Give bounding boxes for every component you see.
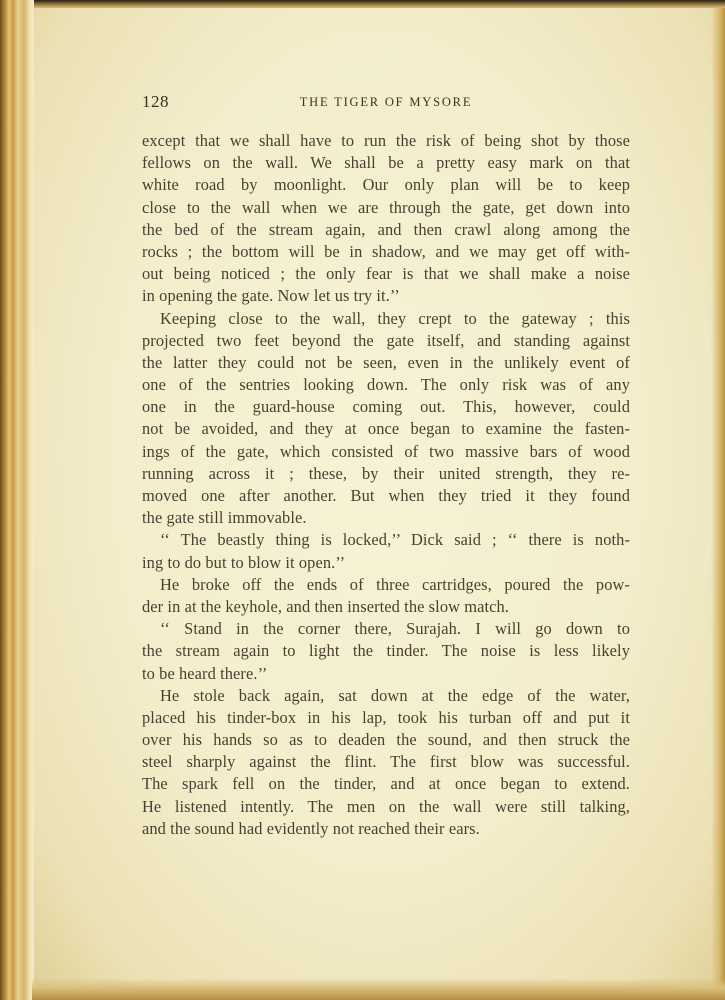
text-line: not be avoided, and they at once began to examine the fasten- [142, 419, 630, 439]
text-line: close to the wall when we are through the gate, get down into [142, 197, 630, 217]
text-line: moved one after another. But when they tried it they found [142, 486, 630, 505]
running-head [142, 92, 630, 116]
text-line: over his hands so as to deaden the sound, and then struck the [142, 730, 630, 750]
running-head-title: THE TIGER OF MYSORE [299, 95, 473, 109]
text-line: He listened intently. The men on the wall were still talking, [142, 796, 630, 816]
text-line: Keeping close to the wall, they crept to the gateway ; this [160, 308, 630, 328]
text-line: fellows on the wall. We shall be a pretty easy mark on that [142, 153, 630, 173]
text-line: He stole back again, sat down at the edge of the water, [160, 685, 630, 705]
text-line: ing to do but to blow it open.’’ [142, 552, 346, 572]
text-line: He broke off the ends of three cartridges, poured the pow- [160, 574, 630, 594]
right-page-edge [711, 8, 725, 1000]
text-line: the gate still immovable. [142, 508, 307, 528]
text-line: in opening the gate. Now let us try it.’’ [142, 286, 400, 306]
text-line: placed his tinder-box in his lap, took his turban off and put it [142, 707, 630, 727]
text-line: one in the guard-house coming out. This, however, could [142, 397, 630, 417]
text-line: to be heard there.’’ [142, 663, 268, 683]
page-number: 128 [142, 92, 169, 111]
body-text [142, 130, 630, 840]
book-spine-edge [0, 0, 34, 1000]
text-line: the latter they could not be seen, even in the unlikely event of [142, 352, 630, 372]
bottom-page-edge [32, 978, 725, 1000]
text-line: The spark fell on the tinder, and at once began to extend. [142, 774, 630, 794]
text-line: the bed of the stream again, and then crawl along among the [142, 219, 630, 239]
text-line: white road by moonlight. Our only plan will be to keep [142, 175, 630, 195]
text-line: rocks ; the bottom will be in shadow, and we may get off with- [142, 241, 630, 261]
text-line: the stream again to light the tinder. The noise is less likely [142, 641, 630, 661]
text-line: one of the sentries looking down. The only risk was of any [142, 375, 630, 395]
text-line: except that we shall have to run the risk of being shot by those [142, 131, 630, 150]
text-line: ings of the gate, which consisted of two massive bars of wood [142, 441, 630, 461]
text-line: out being noticed ; the only fear is that we shall make a noise [142, 264, 630, 284]
text-line: der in at the keyhole, and then inserted the slow match. [142, 596, 509, 616]
text-line: ‘‘ Stand in the corner there, Surajah. I will go down to [160, 619, 630, 639]
text-line: projected two feet beyond the gate itself, and standing against [142, 330, 630, 350]
text-line: and the sound had evidently not reached their ears. [142, 818, 480, 838]
text-line: ‘‘ The beastly thing is locked,’’ Dick said ; ‘‘ there is noth- [160, 530, 630, 550]
text-line: running across it ; these, by their united strength, they re- [142, 463, 630, 483]
text-line: steel sharply against the flint. The first blow was successful. [142, 752, 630, 772]
